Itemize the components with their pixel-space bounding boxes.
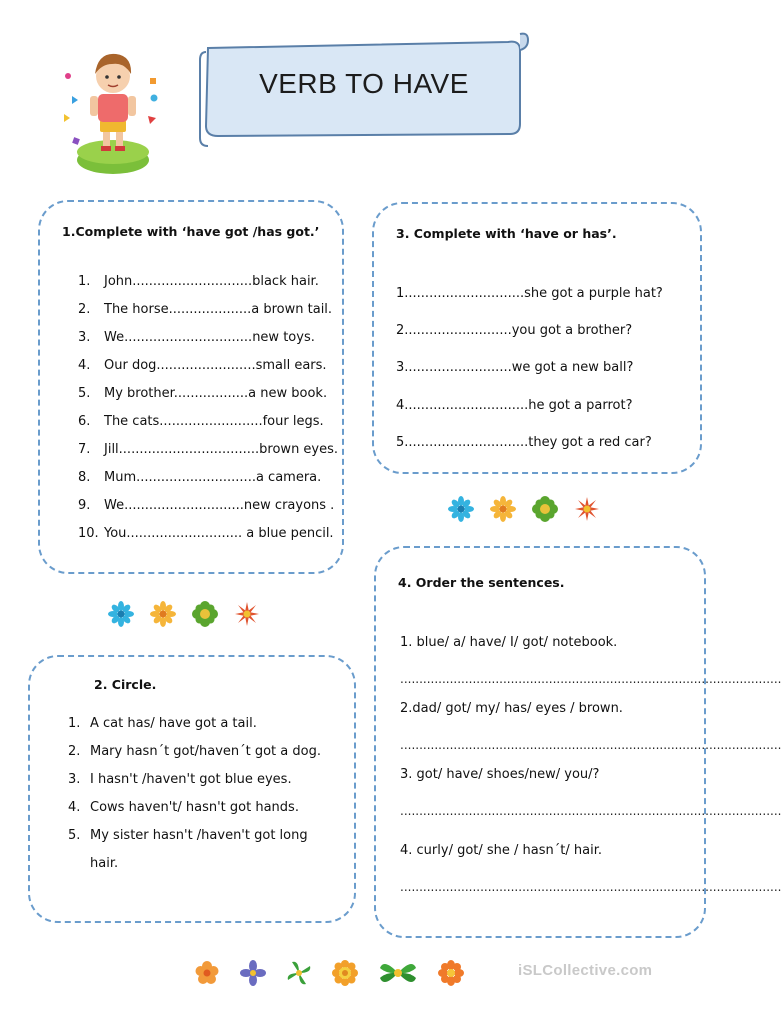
flower-row-left bbox=[108, 601, 260, 627]
list-item: 4. curly/ got/ she / hasn´t/ hair. bbox=[400, 843, 602, 858]
orange-flower-icon bbox=[438, 960, 464, 986]
list-item: 3. We...............................new toys. bbox=[78, 330, 315, 345]
yellow-flower-icon bbox=[490, 496, 516, 522]
blue-flower-icon bbox=[108, 601, 134, 627]
red-flower-icon bbox=[234, 601, 260, 627]
list-item: 8. Mum.............................a camera. bbox=[78, 470, 322, 485]
flower-row-bottom bbox=[194, 960, 464, 986]
list-item: 5..............................they got a red car? bbox=[396, 435, 652, 450]
list-item: 2..........................you got a brother? bbox=[396, 323, 633, 338]
list-item: 2. The horse....................a brown tail. bbox=[78, 302, 333, 317]
answer-line[interactable]: .................................................................................................... bbox=[400, 804, 781, 818]
section-1-title: 1.Complete with ‘have got /has got.’ bbox=[62, 224, 320, 239]
list-item: 2.dad/ got/ my/ has/ eyes / brown. bbox=[400, 701, 623, 716]
answer-line[interactable]: .................................................................................................... bbox=[400, 880, 781, 894]
section-4-title: 4. Order the sentences. bbox=[398, 575, 565, 590]
yellow-flower-icon bbox=[150, 601, 176, 627]
green-flower-icon bbox=[192, 601, 218, 627]
green-flower-icon bbox=[532, 496, 558, 522]
list-item: 4. Our dog........................small ears. bbox=[78, 358, 327, 373]
list-item-continuation: hair. bbox=[90, 856, 119, 871]
list-item: 1. blue/ a/ have/ I/ got/ notebook. bbox=[400, 635, 618, 650]
flower-row-right bbox=[448, 496, 600, 522]
section-2-title: 2. Circle. bbox=[94, 677, 157, 692]
list-item: 5. My sister hasn't /haven't got long bbox=[68, 828, 308, 843]
section-3-title: 3. Complete with ‘have or has’. bbox=[396, 226, 617, 241]
list-item: 1. A cat has/ have got a tail. bbox=[68, 716, 257, 731]
list-item: 4..............................he got a parrot? bbox=[396, 398, 633, 413]
list-item: 9. We.............................new crayons . bbox=[78, 498, 335, 513]
answer-line[interactable]: .................................................................................................... bbox=[400, 672, 781, 686]
orange-flower-icon bbox=[194, 960, 220, 986]
list-item: 3. got/ have/ shoes/new/ you/? bbox=[400, 767, 600, 782]
boy-illustration bbox=[58, 38, 168, 178]
page-title: VERB TO HAVE bbox=[259, 68, 469, 99]
list-item: 1. John.............................black hair. bbox=[78, 274, 319, 289]
sunflower-icon bbox=[332, 960, 358, 986]
list-item: 6. The cats.........................four legs. bbox=[78, 414, 324, 429]
section-3-box bbox=[372, 202, 702, 474]
list-item: 3. I hasn't /haven't got blue eyes. bbox=[68, 772, 292, 787]
list-item: 10. You............................ a blue pencil. bbox=[78, 526, 334, 541]
list-item: 5. My brother..................a new book. bbox=[78, 386, 328, 401]
list-item: 4. Cows haven't/ hasn't got hands. bbox=[68, 800, 299, 815]
list-item: 3..........................we got a new ball? bbox=[396, 360, 634, 375]
purple-flower-icon bbox=[240, 960, 266, 986]
list-item: 1.............................she got a purple hat? bbox=[396, 286, 663, 301]
list-item: 2. Mary hasn´t got/haven´t got a dog. bbox=[68, 744, 321, 759]
blue-flower-icon bbox=[448, 496, 474, 522]
list-item: 7. Jill..................................brown eyes. bbox=[78, 442, 339, 457]
answer-line[interactable]: .................................................................................................... bbox=[400, 738, 781, 752]
watermark: iSLCollective.com bbox=[518, 962, 653, 979]
red-flower-icon bbox=[574, 496, 600, 522]
green-leaf-flower-icon bbox=[286, 960, 312, 986]
section-2-box bbox=[28, 655, 356, 923]
green-leaves-flower-icon bbox=[378, 960, 418, 986]
